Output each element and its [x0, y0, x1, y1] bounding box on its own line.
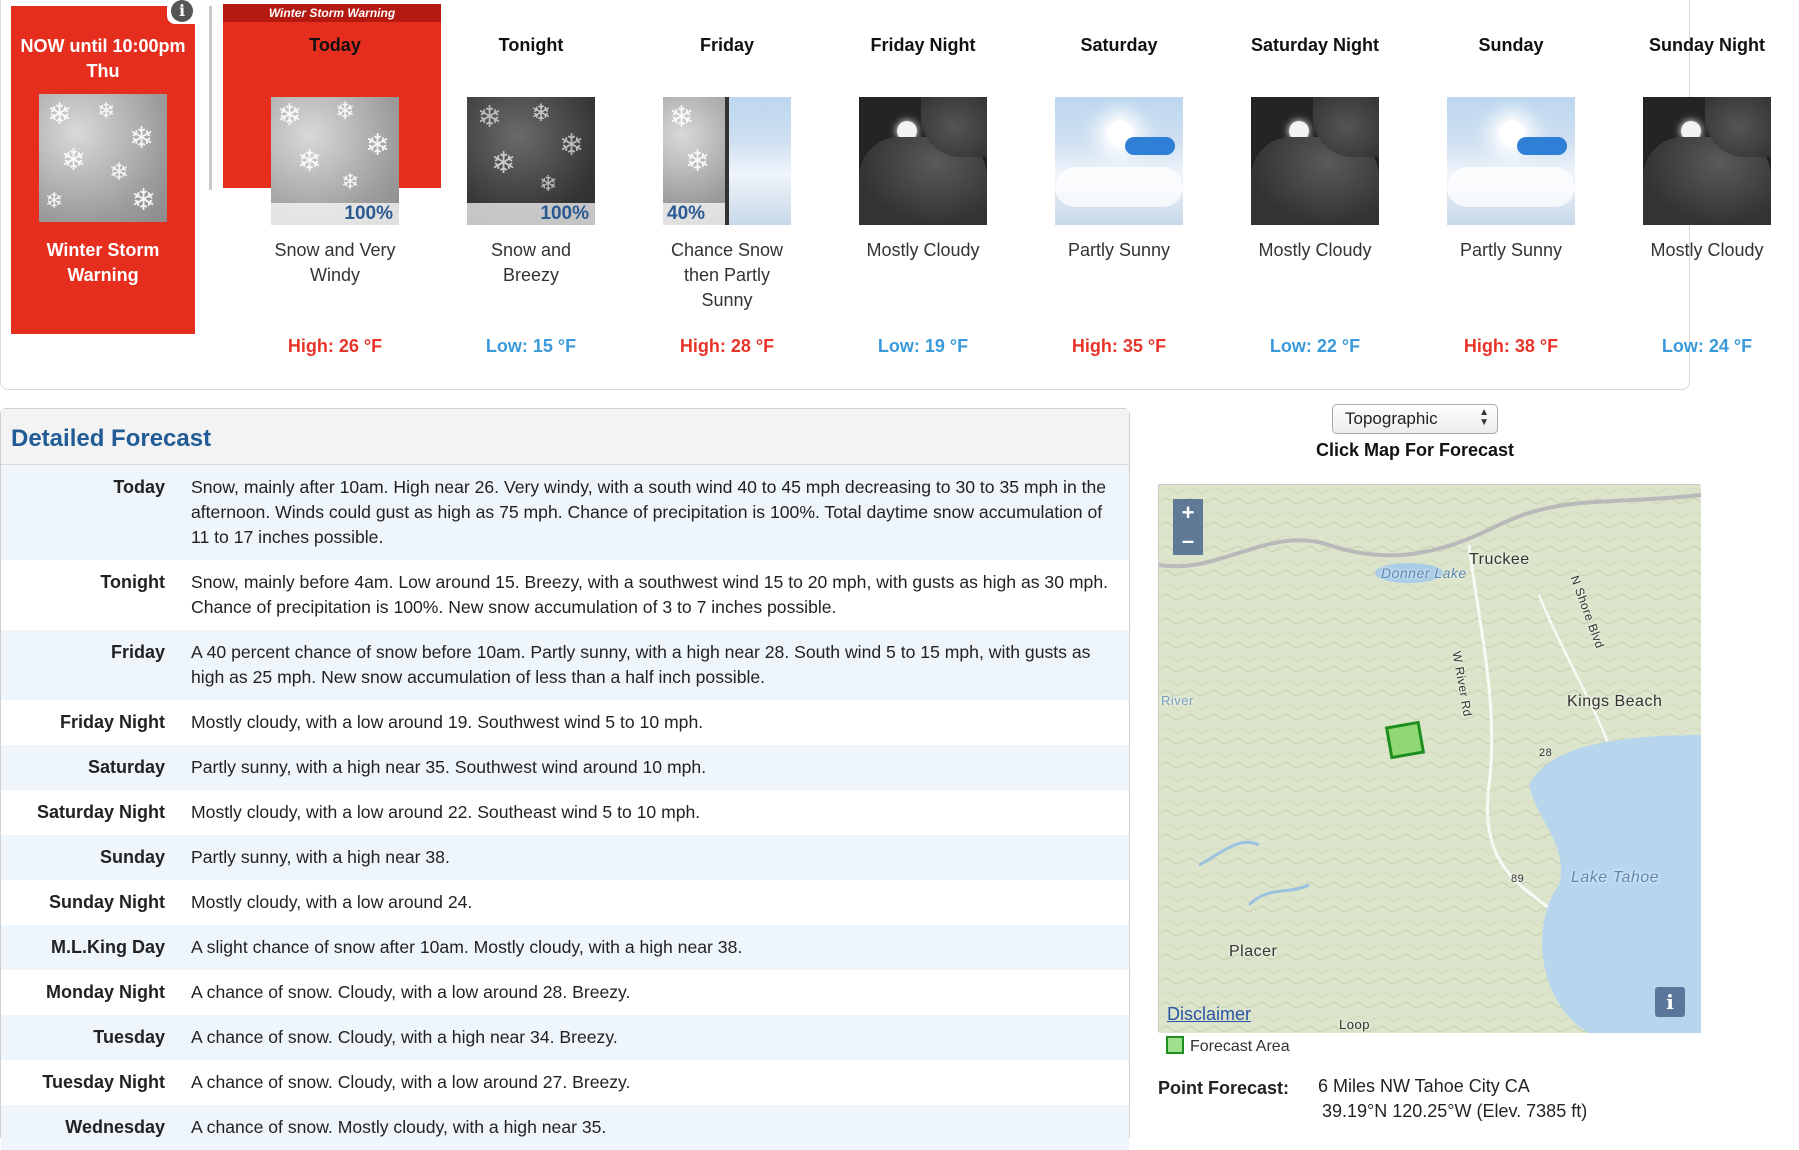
detailed-row — [1, 925, 1129, 970]
legend-label: Forecast Area — [1190, 1038, 1290, 1055]
period-name: Tonight — [498, 35, 564, 55]
period-description: Snow and Breezy — [490, 240, 572, 285]
hazard-warning-box[interactable] — [11, 6, 195, 334]
hazard-info-button[interactable] — [167, 0, 195, 24]
map-layer-select[interactable] — [1332, 404, 1498, 434]
detailed-row — [1, 745, 1129, 790]
detailed-row — [1, 1105, 1129, 1150]
period-description: Mostly Cloudy — [1258, 240, 1372, 260]
detailed-row-text: Snow, mainly after 10am. High near 26. Very windy, with a south wind 40 to 45 mph decreasing to 30 to 35 mph in the afternoon. Winds could gust as high as 75 mph. Chance of precipitation is 100%. Total daytime snow accumulation of 11 to 17 inches possible. — [191, 477, 1107, 547]
detailed-row-label: Monday Night — [46, 982, 165, 1002]
detailed-row-text: A slight chance of snow after 10am. Mostly cloudy, with a high near 38. — [191, 937, 743, 957]
select-arrows-icon: ▲ ▼ — [1479, 407, 1489, 428]
detailed-row-label: Tonight — [100, 572, 165, 592]
detailed-row-text: Mostly cloudy, with a low around 19. Southwest wind 5 to 10 mph. — [191, 712, 704, 732]
detailed-row-label: Today — [113, 477, 165, 497]
map-label-placer: Placer — [1229, 943, 1278, 960]
period-description: Snow and Very Windy — [274, 240, 396, 285]
map-layer-value: Topographic — [1345, 409, 1438, 428]
period-name: Sunday — [1478, 35, 1544, 55]
point-forecast-place: 6 Miles NW Tahoe City CA — [1318, 1076, 1530, 1096]
period-name: Sunday Night — [1649, 35, 1765, 55]
detailed-row-label: Friday Night — [59, 712, 165, 732]
map-label-kings-beach: Kings Beach — [1567, 693, 1663, 710]
map-label-donner-lake: Donner Lake — [1381, 565, 1467, 581]
forecast-map[interactable] — [1158, 484, 1700, 1032]
night-cloudy-icon — [1251, 97, 1379, 225]
detailed-row-text: Mostly cloudy, with a low around 22. Southeast wind 5 to 10 mph. — [191, 802, 701, 822]
night-cloudy-icon — [1643, 97, 1771, 225]
detailed-forecast-header — [1, 409, 1129, 465]
detailed-row — [1, 880, 1129, 925]
detailed-row — [1, 560, 1129, 630]
detailed-row — [1, 630, 1129, 700]
detailed-row — [1, 700, 1129, 745]
map-legend — [1166, 1036, 1290, 1056]
period-temperature: High: 26 °F — [287, 336, 383, 356]
precip-chance: 100% — [271, 203, 399, 225]
detailed-row-label: Tuesday Night — [42, 1072, 165, 1092]
detailed-row — [1, 1060, 1129, 1105]
detailed-row-text: A chance of snow. Cloudy, with a low around 28. Breezy. — [191, 982, 631, 1002]
map-label-truckee: Truckee — [1469, 551, 1530, 568]
detailed-row-label: M.L.King Day — [50, 937, 165, 957]
detailed-forecast — [0, 408, 1130, 1138]
detailed-row-text: Mostly cloudy, with a low around 24. — [191, 892, 473, 912]
warning-banner: Winter Storm Warning — [223, 4, 441, 22]
snow-night-icon: ❄ ❄ ❄ ❄ ❄ 100% — [467, 97, 595, 225]
point-forecast-label: Point Forecast: — [1158, 1078, 1290, 1098]
snow-then-sun-icon: ❄ ❄ 40% — [663, 97, 791, 225]
hazard-now-text: NOW until 10:00pm Thu — [20, 36, 186, 81]
period-temperature: Low: 15 °F — [485, 336, 577, 356]
partly-sunny-icon — [1055, 97, 1183, 225]
map-label-loop: Loop — [1339, 1017, 1370, 1032]
detailed-row — [1, 790, 1129, 835]
period-name: Saturday Night — [1250, 35, 1379, 55]
detailed-row-label: Tuesday — [93, 1027, 165, 1047]
detailed-row-text: A 40 percent chance of snow before 10am. Partly sunny, with a high near 28. South wind 5 to 15 mph, with gusts as high as 25 mph. New snow accumulation of less than a half inch possible. — [191, 642, 1091, 687]
period-name: Friday Night — [870, 35, 976, 55]
map-label-hwy28: 28 — [1539, 747, 1553, 759]
detailed-row-text: Snow, mainly before 4am. Low around 15. Breezy, with a southwest wind 15 to 20 mph, with gusts as high as 30 mph. Chance of precipitation is 100%. New snow accumulation of 3 to 7 inches possible. — [191, 572, 1109, 617]
hazard-title: Winter Storm Warning — [46, 240, 160, 285]
map-label-lake-tahoe: Lake Tahoe — [1571, 869, 1660, 886]
period-name: Saturday — [1080, 35, 1158, 55]
night-cloudy-icon — [859, 97, 987, 225]
detailed-row-label: Sunday — [99, 847, 165, 867]
period-description: Mostly Cloudy — [866, 240, 980, 260]
divider — [209, 6, 212, 190]
detailed-row-label: Saturday Night — [36, 802, 165, 822]
period-description: Partly Sunny — [1459, 240, 1563, 260]
info-icon: i — [171, 0, 193, 22]
detailed-row — [1, 1015, 1129, 1060]
detailed-row-text: Partly sunny, with a high near 38. — [191, 847, 450, 867]
detailed-row-text: A chance of snow. Cloudy, with a high near 34. Breezy. — [191, 1027, 618, 1047]
partly-sunny-icon — [1447, 97, 1575, 225]
detailed-row-label: Wednesday — [65, 1117, 165, 1137]
detailed-row-text: Partly sunny, with a high near 35. Southwest wind around 10 mph. — [191, 757, 707, 777]
period-temperature: Low: 19 °F — [877, 336, 969, 356]
period-temperature: High: 35 °F — [1071, 336, 1167, 356]
period-description: Mostly Cloudy — [1650, 240, 1764, 260]
snow-icon: ❄ ❄ ❄ ❄ ❄ ❄ ❄ — [39, 94, 167, 222]
detailed-row-label: Friday — [110, 642, 165, 662]
detailed-row — [1, 835, 1129, 880]
map-label-n-shore-blvd: N Shore Blvd — [1567, 573, 1608, 651]
forecast-area-swatch-icon — [1166, 1036, 1184, 1054]
click-map-hint: Click Map For Forecast — [1315, 440, 1515, 460]
detailed-row-text: A chance of snow. Mostly cloudy, with a high near 35. — [191, 1117, 607, 1137]
detailed-row — [1, 970, 1129, 1015]
detailed-row-label: Sunday Night — [49, 892, 165, 912]
seven-day-forecast — [0, 0, 1765, 390]
period-temperature: High: 38 °F — [1463, 336, 1559, 356]
map-info-button[interactable]: i — [1655, 987, 1685, 1017]
map-label-river: River — [1161, 693, 1194, 708]
period-temperature: Low: 22 °F — [1269, 336, 1361, 356]
snow-icon: ❄ ❄ ❄ ❄ ❄ 100% — [271, 97, 399, 225]
period-temperature: Low: 24 °F — [1661, 336, 1753, 356]
map-controls — [1130, 404, 1700, 461]
detailed-row-text: A chance of snow. Cloudy, with a low around 27. Breezy. — [191, 1072, 631, 1092]
map-label-hwy89: 89 — [1511, 873, 1525, 885]
detailed-row-label: Saturday — [87, 757, 165, 777]
zoom-out-button[interactable]: – — [1173, 527, 1203, 555]
period-description: Chance Snow then Partly Sunny — [670, 240, 784, 310]
detailed-row — [1, 465, 1129, 560]
zoom-in-button[interactable]: + — [1173, 499, 1203, 527]
disclaimer-link[interactable]: Disclaimer — [1167, 1004, 1252, 1024]
precip-chance: 100% — [467, 203, 595, 225]
point-forecast-coords: 39.19°N 120.25°W (Elev. 7385 ft) — [1322, 1101, 1588, 1121]
period-name: Today — [309, 35, 361, 55]
period-description: Partly Sunny — [1067, 240, 1171, 260]
precip-chance: 40% — [663, 203, 725, 225]
map-label-w-river-rd: W River Rd — [1449, 650, 1475, 718]
period-name: Friday — [699, 35, 755, 55]
period-temperature: High: 28 °F — [679, 336, 775, 356]
detailed-forecast-title: Detailed Forecast — [11, 425, 212, 452]
